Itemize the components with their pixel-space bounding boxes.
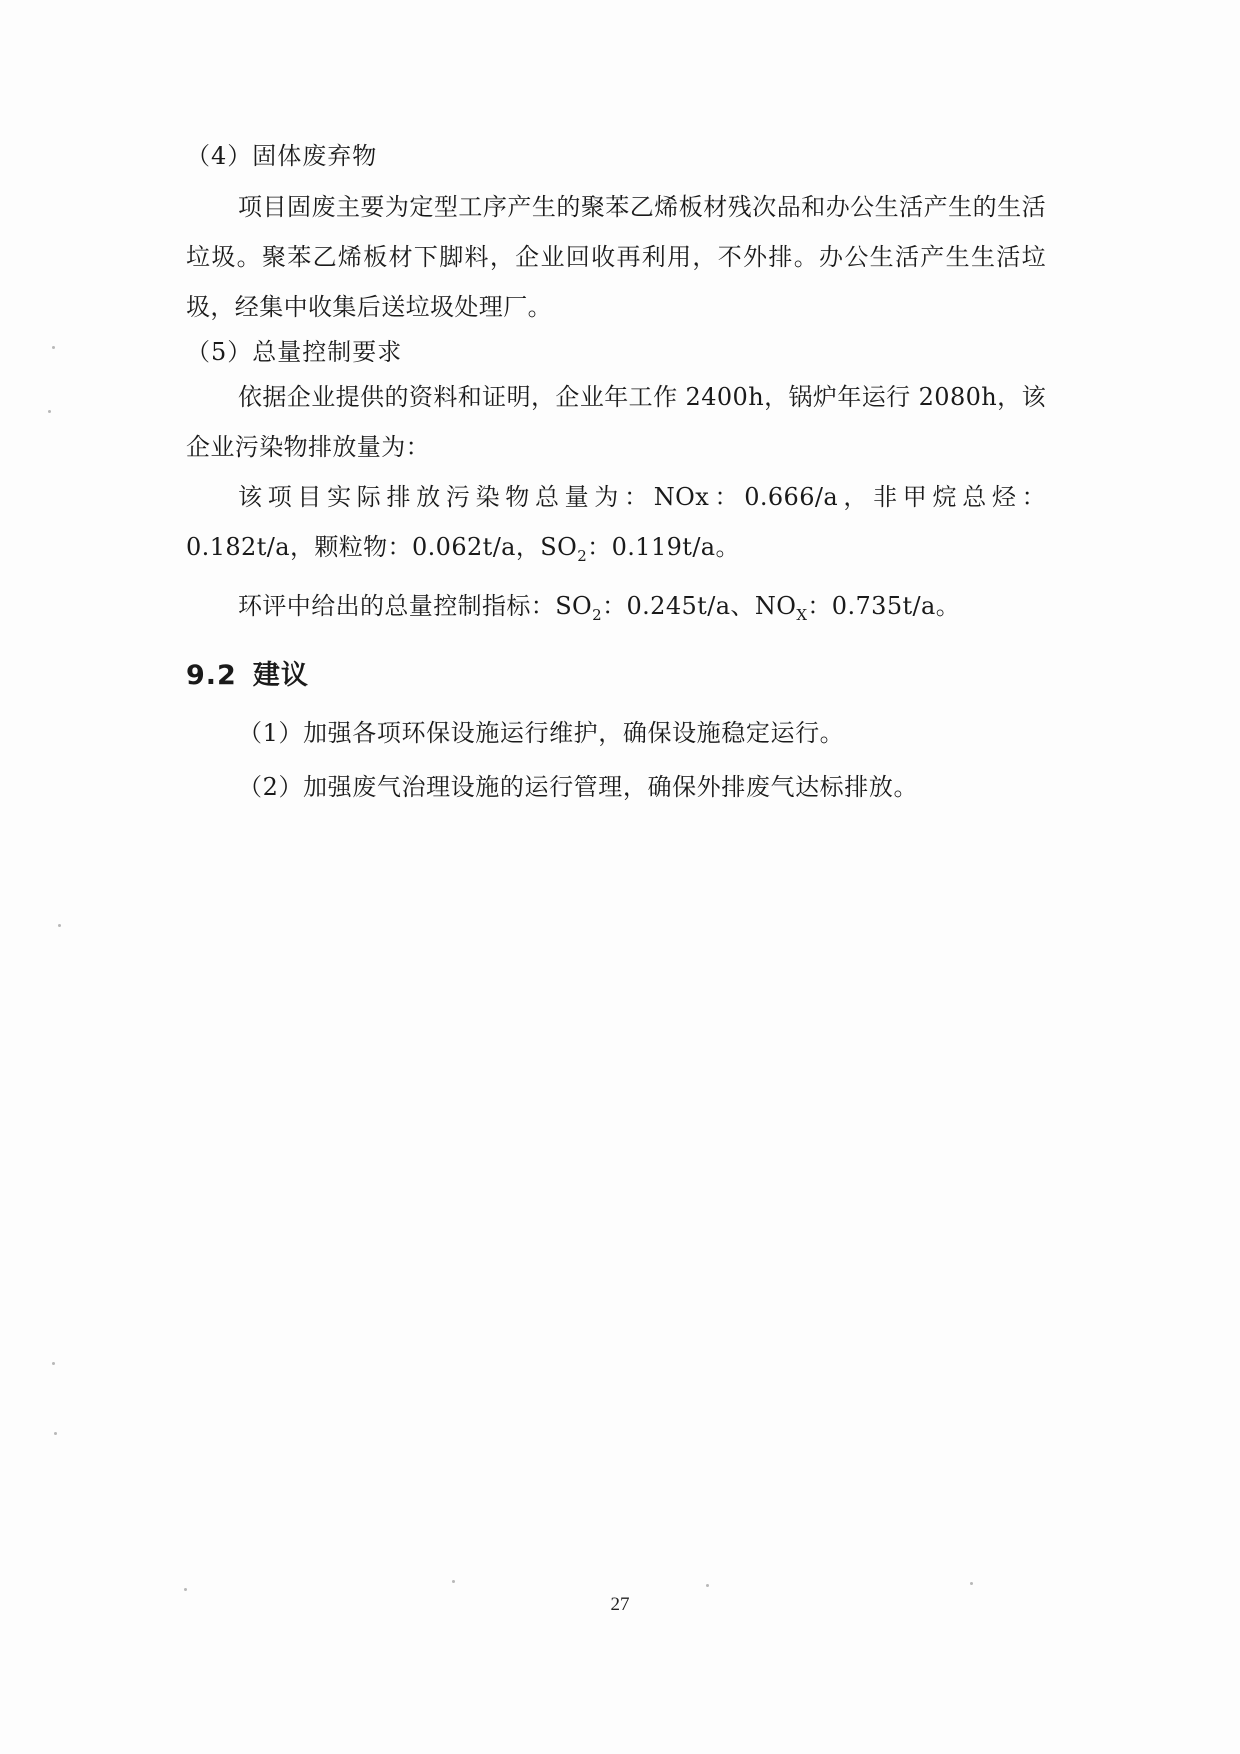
scan-speck	[452, 1580, 455, 1583]
paragraph-3-end: ：0.735t/a。	[807, 591, 961, 620]
paragraph-2-prefix: 该项目实际排放污染物总量为：NOx：0.666/a，非甲烷总烃：0.182t/a，颗粒物：0.062t/a，SO	[186, 483, 1046, 561]
scan-speck	[58, 924, 61, 927]
scan-speck	[54, 1432, 57, 1435]
total-control-paragraph-2	[186, 472, 1046, 581]
paragraph-3-prefix: 环评中给出的总量控制指标：SO	[238, 591, 593, 620]
paragraph-3-suffix: ：0.245t/a、NO	[602, 591, 797, 620]
suggestion-item-2: （2）加强废气治理设施的运行管理，确保外排废气达标排放。	[238, 772, 919, 801]
scan-speck	[970, 1582, 973, 1585]
subscript-2: 2	[577, 546, 588, 565]
total-control-paragraph-3	[186, 581, 1046, 640]
scan-speck	[706, 1584, 709, 1587]
suggestion-item-1: （1）加强各项环保设施运行维护，确保设施稳定运行。	[238, 718, 845, 747]
scan-speck	[48, 410, 51, 413]
section-heading	[186, 654, 1046, 698]
page-number: 27	[610, 1594, 630, 1615]
section-title: 建议	[252, 659, 309, 691]
paragraph-2-suffix: ：0.119t/a。	[587, 533, 740, 561]
solid-waste-paragraph: 项目固废主要为定型工序产生的聚苯乙烯板材残次品和办公生活产生的生活垃圾。聚苯乙烯板材下脚料，企业回收再利用，不外排。办公生活产生生活垃圾，经集中收集后送垃圾处理厂。	[186, 193, 1046, 321]
total-control-paragraph-1: 依据企业提供的资料和证明，企业年工作 2400h，锅炉年运行 2080h，该企业污染物排放量为：	[186, 383, 1046, 461]
total-control-heading: （5）总量控制要求	[186, 338, 403, 366]
solid-waste-heading: （4）固体废弃物	[186, 142, 378, 170]
subscript-2: 2	[592, 605, 603, 624]
scan-speck	[184, 1588, 187, 1591]
scan-speck	[52, 1362, 55, 1365]
subscript-x: X	[796, 605, 808, 624]
scan-speck	[52, 346, 55, 349]
page-content	[186, 136, 1046, 814]
section-number: 9.2	[186, 659, 237, 691]
